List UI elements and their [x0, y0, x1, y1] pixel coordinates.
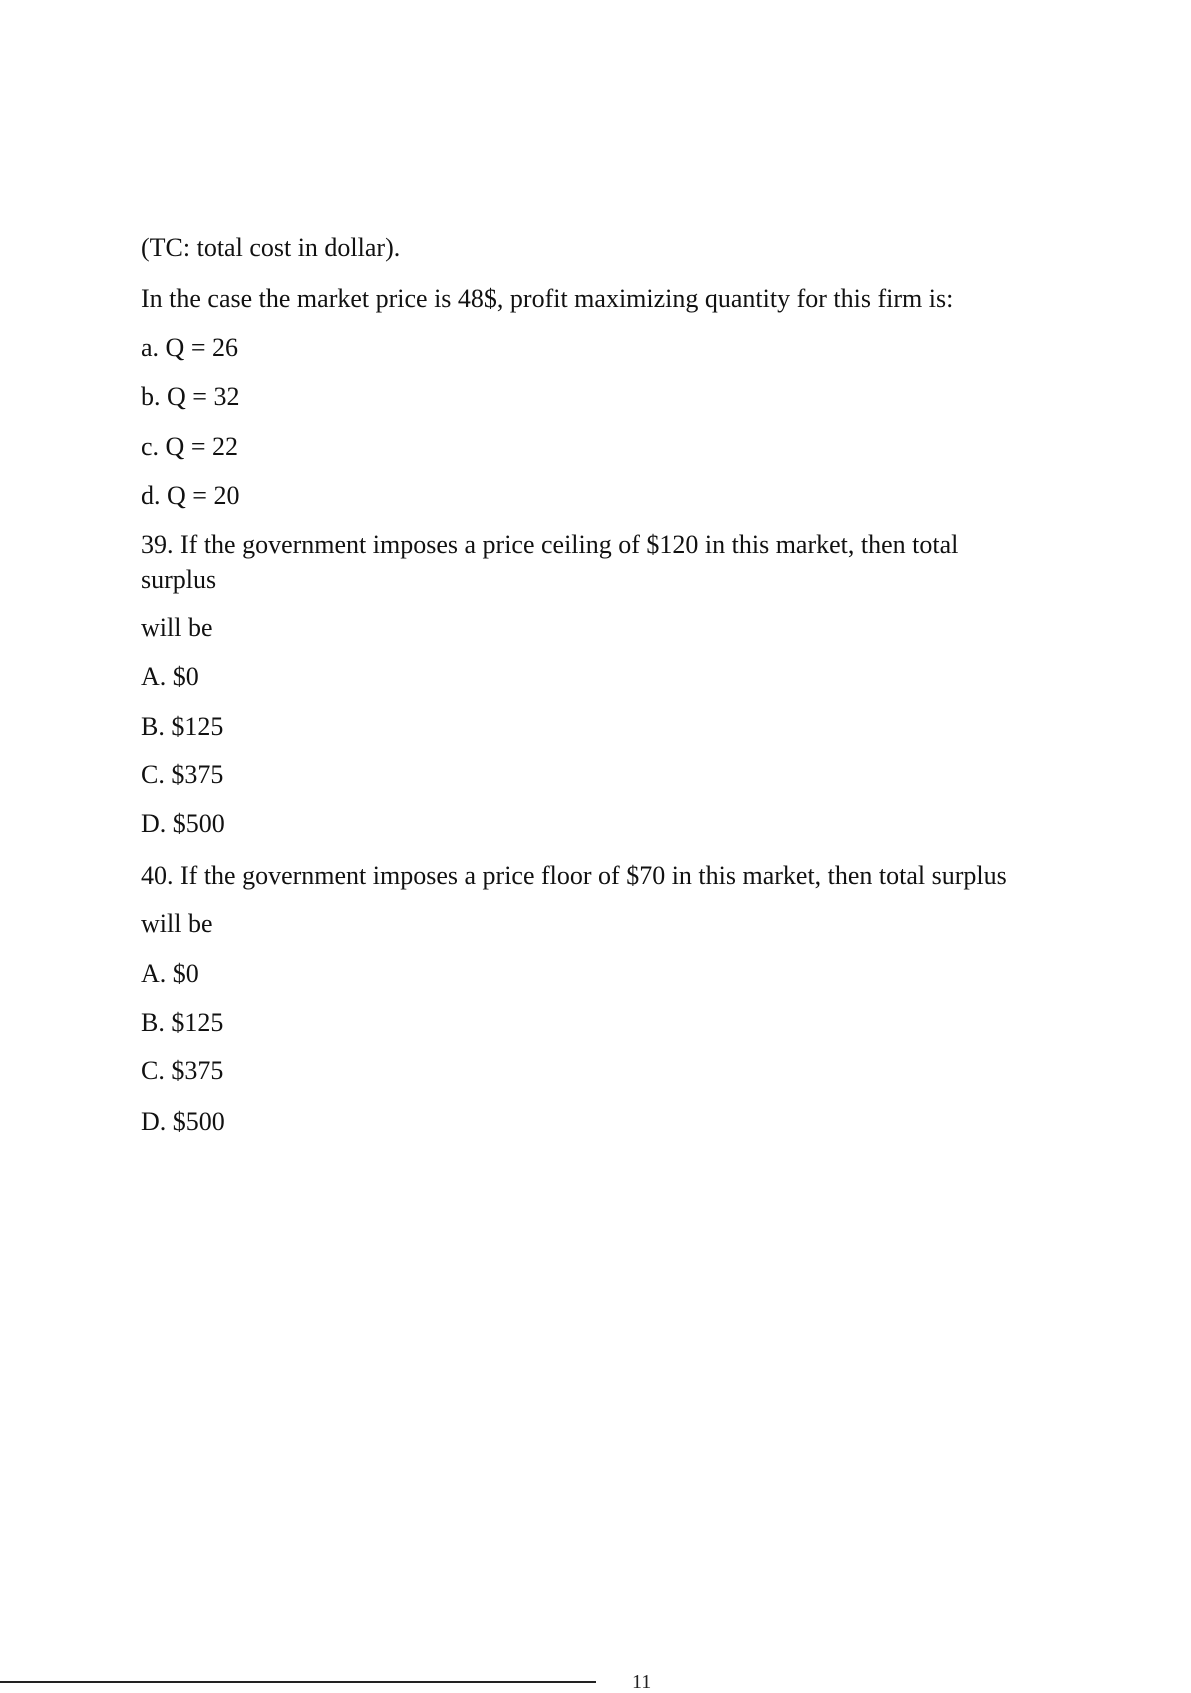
question-39-option-c: C. $375: [141, 760, 224, 789]
question-40-stem-line2: will be: [141, 909, 213, 938]
intro-note: (TC: total cost in dollar).: [141, 233, 401, 262]
question-38-option-d: d. Q = 20: [141, 481, 240, 510]
question-40-option-b: B. $125: [141, 1008, 224, 1037]
question-38-option-c: c. Q = 22: [141, 432, 238, 461]
question-40-stem-line1: 40. If the government imposes a price floor of $70 in this market, then total surplus: [141, 861, 1007, 890]
footer-divider: [0, 1681, 596, 1683]
question-39-stem-line2: surplus: [141, 565, 217, 594]
question-40-option-c: C. $375: [141, 1056, 224, 1085]
question-40-option-d: D. $500: [141, 1107, 225, 1136]
question-39-option-b: B. $125: [141, 712, 224, 741]
question-39-stem-line1: 39. If the government imposes a price ceiling of $120 in this market, then total: [141, 530, 959, 559]
question-38-stem: In the case the market price is 48$, profit maximizing quantity for this firm is:: [141, 284, 954, 313]
question-39-option-d: D. $500: [141, 809, 225, 838]
page-number: 11: [632, 1671, 652, 1693]
question-39-stem-line3: will be: [141, 613, 213, 642]
question-39-option-a: A. $0: [141, 662, 199, 691]
question-38-option-a: a. Q = 26: [141, 333, 238, 362]
question-38-option-b: b. Q = 32: [141, 382, 240, 411]
question-40-option-a: A. $0: [141, 959, 199, 988]
